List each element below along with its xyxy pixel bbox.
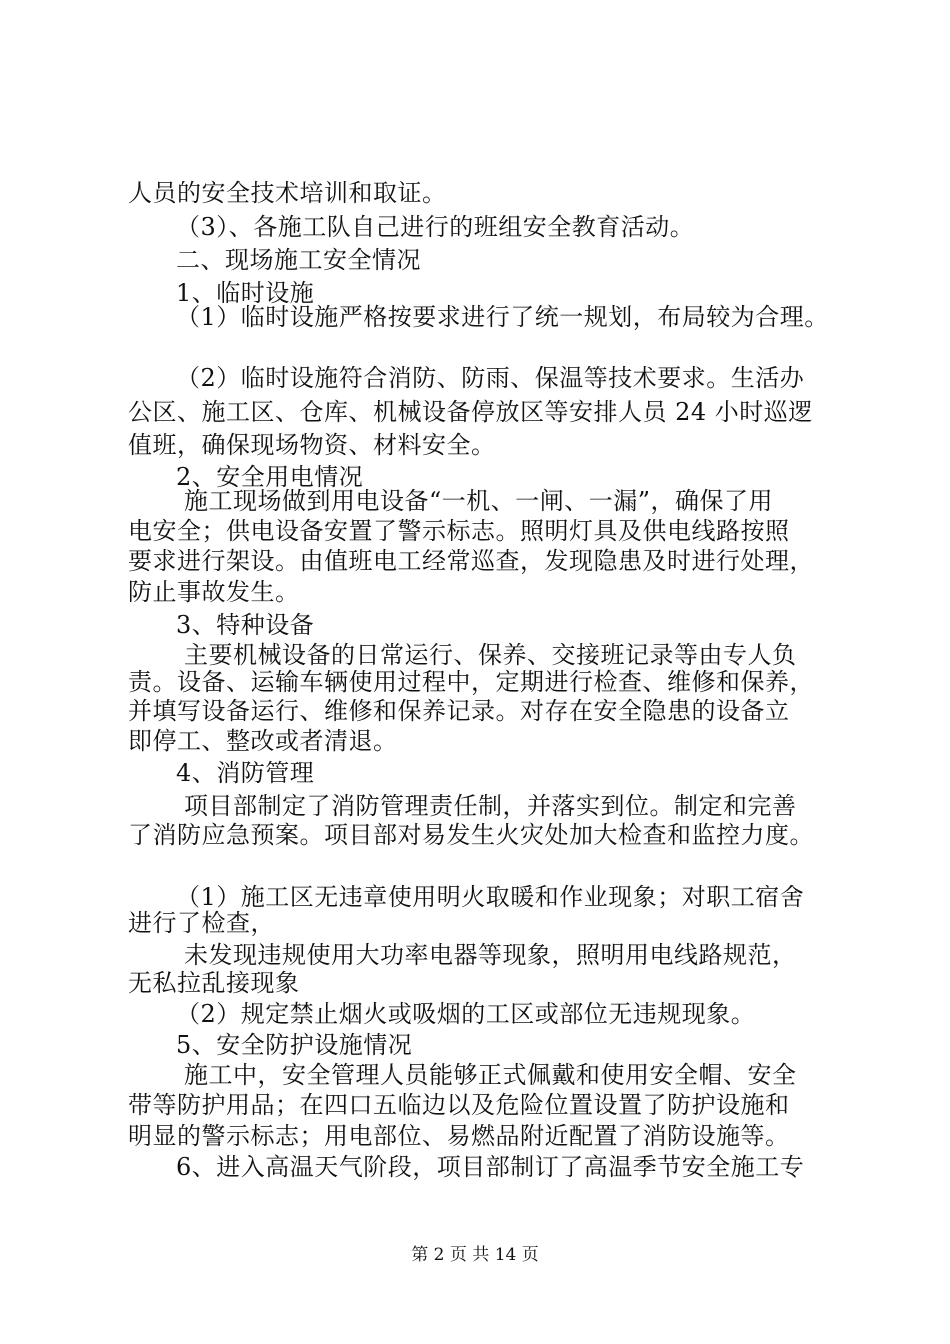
text-line-26: （2）规定禁止烟火或吸烟的工区或部位无违规现象。 bbox=[176, 1000, 756, 1028]
text-line-7: 公区、施工区、仓库、机械设备停放区等安排人员 24 小时巡逻 bbox=[128, 398, 813, 426]
text-line-29: 带等防护用品；在四口五临边以及危险位置设置了防护设施和 bbox=[128, 1091, 790, 1119]
text-line-25: 无私拉乱接现象 bbox=[128, 969, 300, 997]
text-line-15: 主要机械设备的日常运行、保养、交接班记录等由专人负 bbox=[184, 641, 797, 669]
text-line-31: 6、进入高温天气阶段，项目部制订了高温季节安全施工专 bbox=[176, 1153, 805, 1181]
subheading-special-equipment: 3、特种设备 bbox=[176, 611, 315, 639]
page-number-footer: 第 2 页 共 14 页 bbox=[411, 1245, 539, 1265]
text-line-6: （2）临时设施符合消防、防雨、保温等技术要求。生活办 bbox=[176, 364, 805, 392]
text-line-17: 并填写设备运行、维修和保养记录。对存在安全隐患的设备立 bbox=[128, 697, 790, 725]
text-line-11: 电安全；供电设备安置了警示标志。照明灯具及供电线路按照 bbox=[128, 517, 790, 545]
text-line-5: （1）临时设施严格按要求进行了统一规划，布局较为合理。 bbox=[176, 303, 829, 331]
text-line-30: 明显的警示标志；用电部位、易燃品附近配置了消防设施等。 bbox=[128, 1122, 790, 1150]
text-line-8: 值班，确保现场物资、材料安全。 bbox=[128, 431, 496, 459]
text-line-10: 施工现场做到用电设备“一机、一闸、一漏”，确保了用 bbox=[184, 487, 774, 515]
section-heading-2: 二、现场施工安全情况 bbox=[176, 246, 421, 274]
text-line-18: 即停工、整改或者清退。 bbox=[128, 727, 398, 755]
text-line-28: 施工中，安全管理人员能够正式佩戴和使用安全帽、安全 bbox=[184, 1061, 797, 1089]
text-line-20: 项目部制定了消防管理责任制，并落实到位。制定和完善 bbox=[184, 792, 797, 820]
subheading-temporary-facilities: 1、临时设施 bbox=[176, 279, 315, 307]
subheading-safety-protection: 5、安全防护设施情况 bbox=[176, 1031, 413, 1059]
subheading-fire-management: 4、消防管理 bbox=[176, 759, 315, 787]
text-line-1: 人员的安全技术培训和取证。 bbox=[128, 179, 447, 207]
subheading-electricity: 2、安全用电情况 bbox=[176, 463, 364, 491]
text-line-22: （1）施工区无违章使用明火取暖和作业现象；对职工宿舍 bbox=[176, 883, 805, 911]
text-line-23: 进行了检查， bbox=[128, 909, 275, 937]
text-line-2: （3）、各施工队自己进行的班组安全教育活动。 bbox=[176, 213, 695, 241]
text-line-24: 未发现违规使用大功率电器等现象，照明用电线路规范， bbox=[184, 941, 797, 969]
text-line-13: 防止事故发生。 bbox=[128, 578, 300, 606]
text-line-12: 要求进行架设。由值班电工经常巡查，发现隐患及时进行处理， bbox=[128, 547, 814, 575]
text-line-16: 责。设备、运输车辆使用过程中，定期进行检查、维修和保养， bbox=[128, 668, 814, 696]
text-line-21: 了消防应急预案。项目部对易发生火灾处加大检查和监控力度。 bbox=[128, 821, 814, 849]
